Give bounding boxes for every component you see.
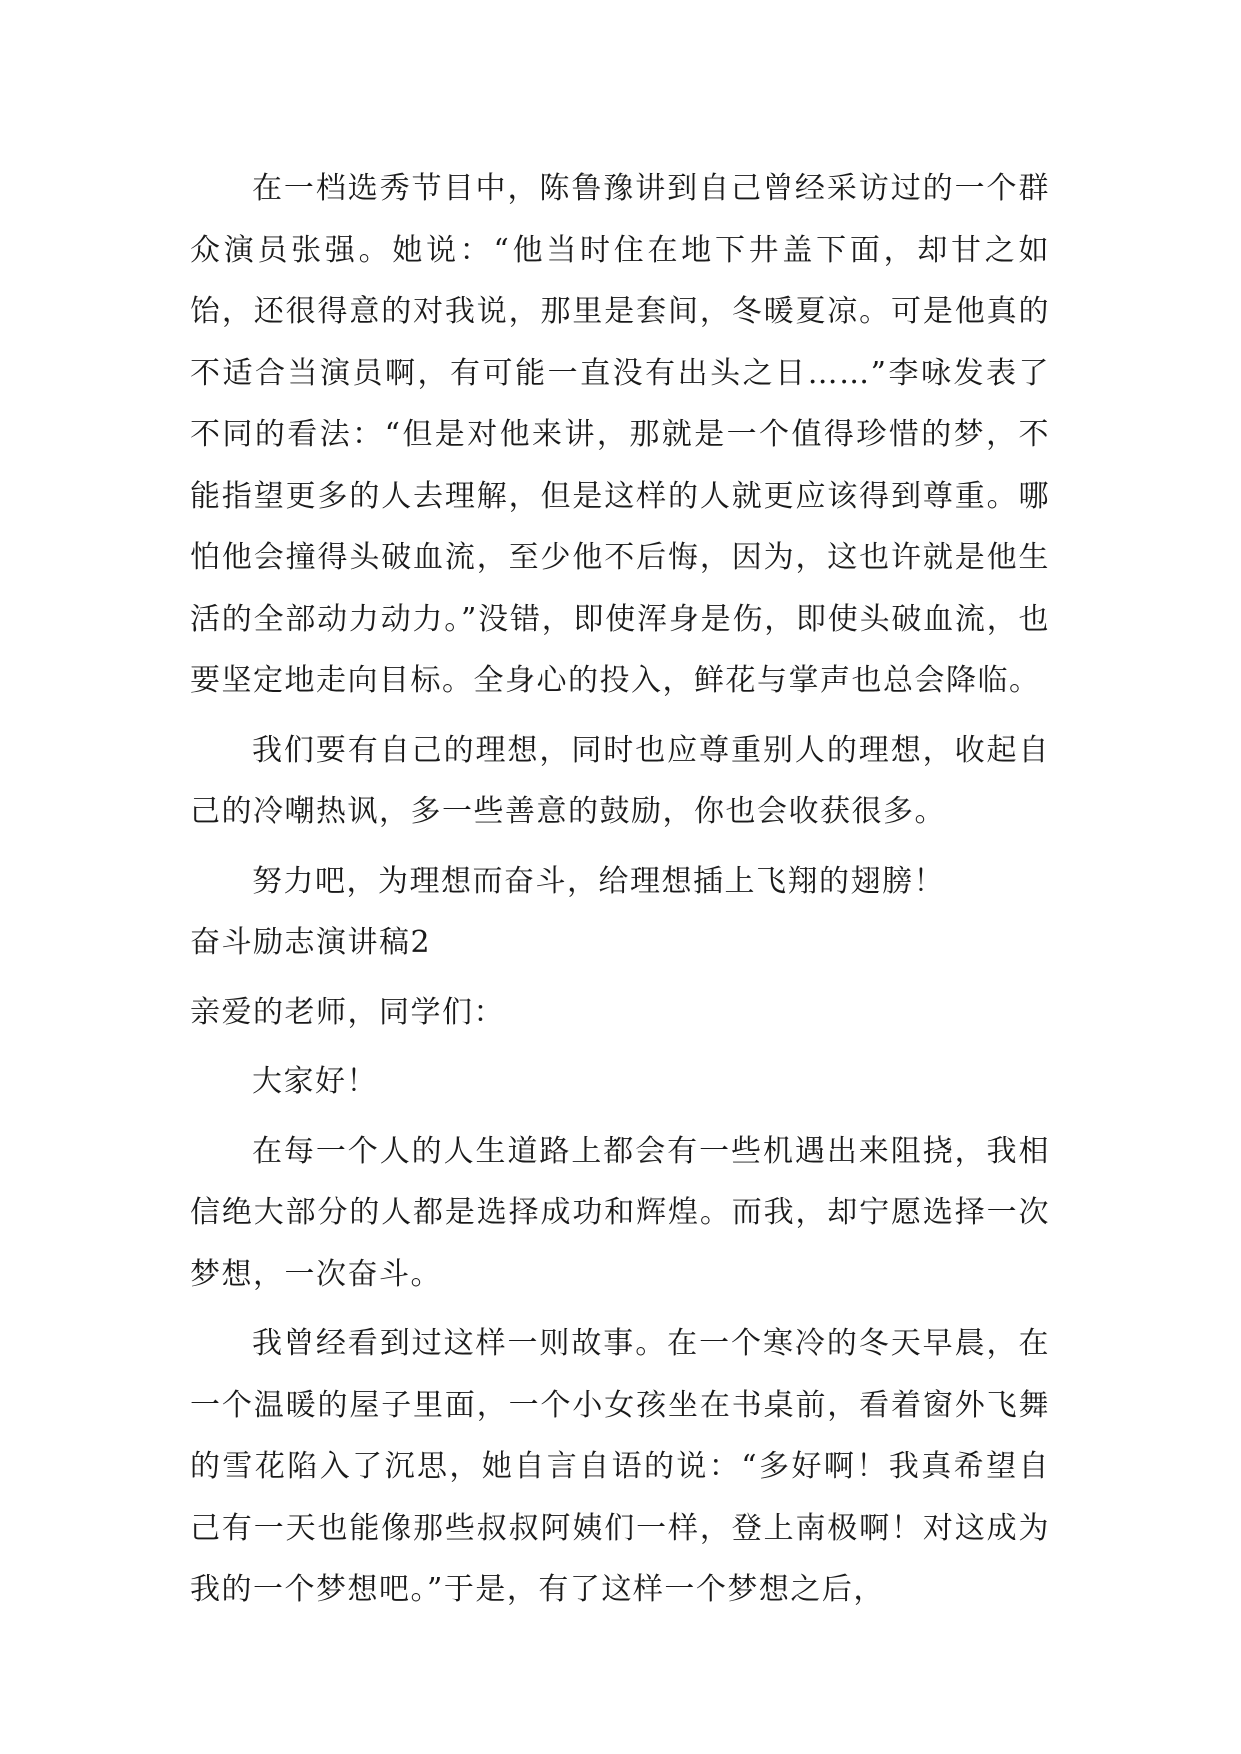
greeting: 大家好！ (252, 1064, 378, 1099)
document-body (190, 158, 1050, 1621)
paragraph-respect: 我们要有自己的理想，同时也应尊重别人的理想，收起自己的冷嘲热讽，多一些善意的鼓励，你也会收获很多。 (190, 732, 1050, 829)
salutation: 亲爱的老师，同学们： (190, 994, 505, 1030)
paragraph-story: 在一档选秀节目中，陈鲁豫讲到自己曾经采访过的一个群众演员张强。她说：“他当时住在地下井盖下面，却甘之如饴，还很得意的对我说，那里是套间，冬暖夏凉。可是他真的不适合当演员啊，有可能一直没有出头之日……”李咏发表了不同的看法：“但是对他来讲，那就是一个值得珍惜的梦，不能指望更多的人去理解，但是这样的人就更应该得到尊重。哪怕他会撞得头破血流，至少他不后悔，因为，这也许就是他生活的全部动力动力。”没错，即使浑身是伤，即使头破血流，也要坚定地走向目标。全身心的投入，鲜花与掌声也总会降临。 (190, 171, 1050, 698)
section-title: 奋斗励志演讲稿2 (190, 925, 432, 960)
paragraph-opportunity: 在每一个人的人生道路上都会有一些机遇出来阻挠，我相信绝大部分的人都是选择成功和辉煌。而我，却宁愿选择一次梦想，一次奋斗。 (190, 1133, 1050, 1292)
paragraph-girl-story: 我曾经看到过这样一则故事。在一个寒冷的冬天早晨，在一个温暖的屋子里面，一个小女孩坐在书桌前，看着窗外飞舞的雪花陷入了沉思，她自言自语的说：“多好啊！我真希望自己有一天也能像那些叔叔阿姨们一样，登上南极啊！对这成为我的一个梦想吧。”于是，有了这样一个梦想之后， (190, 1326, 1050, 1607)
paragraph-closing: 努力吧，为理想而奋斗，给理想插上飞翔的翅膀！ (252, 863, 945, 899)
